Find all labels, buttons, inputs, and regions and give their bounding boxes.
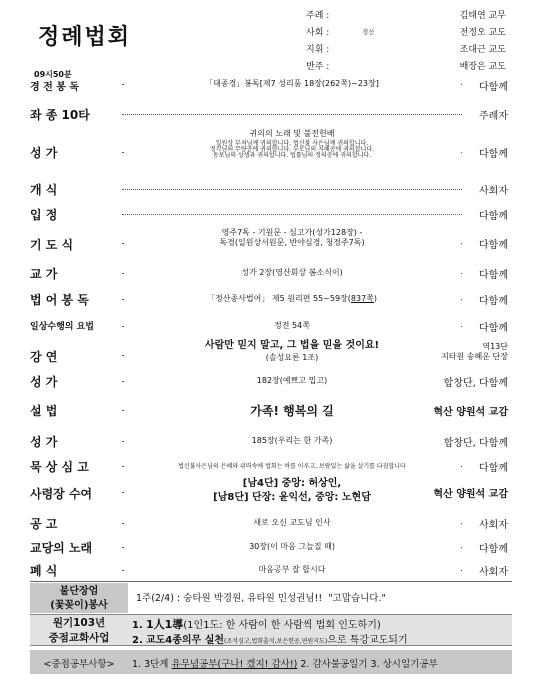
program-leader: 다함께 <box>476 78 508 93</box>
program-row-scripture <box>30 78 508 92</box>
program-row-hymn-182 <box>30 373 508 387</box>
role-label: 반주 : <box>306 62 330 72</box>
program-content: 영주7독 - 기원문 - 심고가(성가128장) - 독경(일원상서원문, 반야심경, 청정주7독) <box>124 228 460 249</box>
program-name: 경 전 봉 독 <box>30 82 80 93</box>
page-title: 정례법회 <box>38 25 132 50</box>
program-content: 귀의의 노래 및 불전헌배 일원상 부처님께 귀의합니다. 법신불 사은님께 귀의합니다. 정각님의 무량공에 귀의합니다. 부모님의 지혜공에 귀의합니다. 동포님의 상생과 귀의합니다. 법률님의 정의공에 귀의합니다. <box>124 130 460 159</box>
program-row-meditation <box>30 206 508 220</box>
program-name: 성 가 <box>30 146 58 160</box>
role-person: 김태연 교무 <box>459 11 506 21</box>
program-content: 「정산종사법어」 제5 원리편 55~59장(837쪽) <box>124 293 460 304</box>
program-leader: 역13단 지타원 송혜운 단장 <box>438 342 508 363</box>
program-content: 「대종경」봉독[제7 성리품 18장(262쪽)~23장] <box>124 78 460 89</box>
footer-study-row <box>30 650 512 674</box>
program-content: 성가 2장(영산회상 봄소식이) <box>124 267 460 278</box>
program-content: 185장(우리는 한 가족) <box>124 435 460 446</box>
role-accompanist <box>306 57 506 74</box>
role-presider <box>306 6 506 23</box>
program-row-hymn-refuge <box>30 130 508 174</box>
program-content: 정전 54쪽 <box>124 320 460 331</box>
program-name: 사령장 수여 <box>30 487 93 501</box>
program-content: 법신불사은님의 은혜와 위력속에 법회는 바를 이루고, 보람있는 삶을 살기를 다짐합니다 <box>124 461 460 470</box>
program-row-prayer <box>30 228 508 258</box>
program-name: 묵 상 심 고 <box>30 460 89 474</box>
program-content: 182장(예쁘고 밉고) <box>124 375 460 386</box>
role-person: 조대근 교도 <box>459 45 506 55</box>
program-name: 폐 식 <box>30 564 58 578</box>
program-leader: 다함께 <box>476 540 508 555</box>
focus-label: 원기103년 중점교화사업 <box>48 617 110 644</box>
program-row-bell <box>30 106 508 120</box>
program-leader: 다함께 <box>476 207 508 222</box>
program-row-announcement <box>30 515 508 529</box>
program-name: 입 정 <box>30 208 58 222</box>
program-row-daily-practice <box>30 318 508 332</box>
program-content: 가족! 행복의 길 <box>124 402 460 419</box>
roles-block <box>306 6 506 74</box>
program-leader: 합창단, 다함께 <box>441 374 508 389</box>
program-name: 개 식 <box>30 183 58 197</box>
leader-dots <box>122 189 462 190</box>
program-row-hymn-185 <box>30 433 508 447</box>
start-time: 09시50분 <box>34 70 72 79</box>
program-leader: 다함께 <box>476 292 508 307</box>
program-row-anthem <box>30 265 508 279</box>
program-name: 좌 종 10타 <box>30 108 90 122</box>
program-leader: 다함께 <box>476 459 508 474</box>
role-label: 사회 : <box>306 28 330 38</box>
program-name: 일상수행의 요법 <box>30 322 94 332</box>
role-sub: 경산 <box>362 28 375 36</box>
program-leader: 다함께 <box>476 145 508 160</box>
role-person: 배장은 교도 <box>459 62 506 72</box>
program-content: 새로 오신 교도님 인사 <box>124 517 460 528</box>
study-text: 1. 3단계 유무념공부(구나! 겠지! 감사!) 2. 감사불공일기 3. 상시일기공부 <box>132 659 438 670</box>
program-name: 법 어 봉 독 <box>30 293 89 307</box>
footer-divider <box>30 581 512 582</box>
program-leader: 합창단, 다함께 <box>441 434 508 449</box>
footer-donation-row <box>30 583 512 613</box>
role-conductor <box>306 40 506 57</box>
program-content: 사람만 믿지 말고, 그 법을 믿을 것이요! (솔성요론 1조) <box>124 340 460 363</box>
program-leader: 다함께 <box>476 319 508 334</box>
role-person: 전정오 교도 <box>459 28 506 38</box>
program-row-temple-song <box>30 539 508 553</box>
program-name: 교당의 노래 <box>30 541 93 555</box>
role-label: 지휘 : <box>306 45 330 55</box>
program-name: 기 도 식 <box>30 238 74 252</box>
leader-dots <box>122 214 462 215</box>
program-row-dharma-reading <box>30 291 508 305</box>
program-leader: 다함께 <box>476 266 508 281</box>
program-leader: 혁산 양원석 교감 <box>430 403 508 418</box>
program-row-lecture <box>30 340 508 370</box>
program-leader: 혁산 양원석 교감 <box>430 485 508 500</box>
program-content: 30장(이 마음 그늘질 때) <box>124 541 460 552</box>
program-content: 마음공부 잘 합시다 <box>124 564 460 575</box>
donation-text: 1주(2/4) : 숭타원 박경원, 유타원 민성권님!! "고맙습니다." <box>136 593 386 604</box>
program-leader: 사회자 <box>476 563 508 578</box>
focus-item-2: 2. 교도4종의무 실천(조석심고,법회출석,보은헌공,연원지도)으로 특강교도되기 <box>132 635 408 646</box>
program-name: 강 연 <box>30 350 58 364</box>
role-label: 주례 : <box>306 11 330 21</box>
program-row-sermon <box>30 402 508 416</box>
role-host <box>306 23 506 40</box>
program-leader: 주례자 <box>476 107 508 122</box>
program-row-opening <box>30 181 508 195</box>
program-row-closing <box>30 562 508 576</box>
leader-dots <box>122 114 462 115</box>
program-name: 성 가 <box>30 375 58 389</box>
focus-item-1: 1. 1人1導(1인1도: 한 사람이 한 사람씩 법회 인도하기) <box>132 618 381 631</box>
program-name: 교 가 <box>30 267 58 281</box>
program-row-silent-prayer <box>30 458 508 472</box>
study-label: <중점공부사항> <box>43 659 115 670</box>
program-name: 설 법 <box>30 404 58 418</box>
program-leader: 사회자 <box>476 516 508 531</box>
footer-focus-row <box>30 614 512 646</box>
program-leader: 사회자 <box>476 182 508 197</box>
program-name: 성 가 <box>30 435 58 449</box>
program-row-appointment <box>30 477 508 507</box>
program-name: 공 고 <box>30 517 58 531</box>
program-leader: 다함께 <box>476 236 508 251</box>
program-content: [남4단] 중앙: 허상인, [남8단] 단장: 윤익선, 중앙: 노현담 <box>124 477 460 504</box>
donation-label: 불단장엄 (꽃꽂이)봉사 <box>30 583 128 613</box>
